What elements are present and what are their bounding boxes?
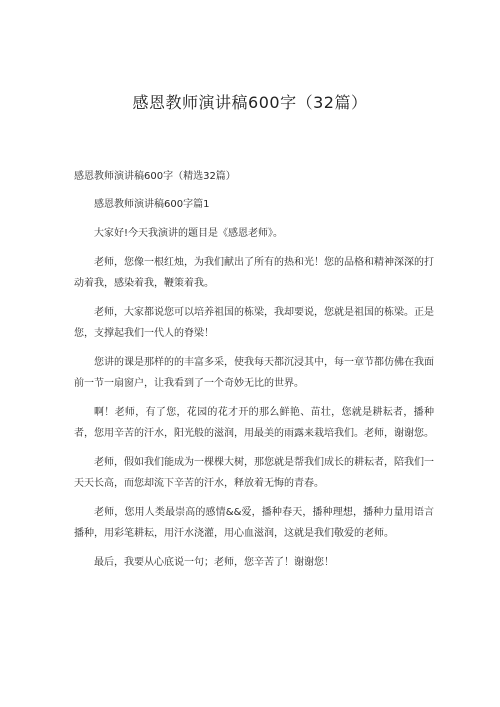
section-title: 感恩教师演讲稿600字篇1 (94, 199, 210, 210)
paragraph: 最后，我要从心底说一句；老师，您辛苦了！谢谢您！ (94, 557, 334, 568)
paragraph: 老师，您像一根红烛，为我们献出了所有的热和光！您的品格和精神深深的打动着我，感染着我，鞭策着我。 (74, 257, 434, 289)
document-body (74, 166, 434, 581)
paragraph: 大家好!今天我演讲的题目是《感恩老师》。 (94, 228, 284, 239)
document-title: 感恩教师演讲稿600字（32篇） (132, 93, 368, 112)
paragraph: 老师，您用人类最崇高的感情&&爱，播种春天，播种理想，播种力量用语言播种，用彩笔耕耘，用汗水浇灌，用心血滋润，这就是我们敬爱的老师。 (74, 507, 434, 539)
paragraph: 老师，假如我们能成为一棵棵大树，那您就是帮我们成长的耕耘者，陪我们一天天长高，而您却流下辛苦的汗水，释放着无悔的青春。 (74, 457, 434, 489)
paragraph: 您讲的课是那样的的丰富多采，使我每天都沉浸其中，每一章节都仿佛在我面前一节一扇窗户，让我看到了一个奇妙无比的世界。 (74, 357, 434, 389)
paragraph: 啊！老师，有了您，花园的花才开的那么鲜艳、苗壮，您就是耕耘者，播种者，您用辛苦的汗水，阳光般的滋润，用最美的雨露来栽培我们。老师，谢谢您。 (74, 407, 434, 439)
document-subtitle: 感恩教师演讲稿600字（精选32篇） (74, 171, 236, 182)
paragraph: 老师，大家都说您可以培养祖国的栋梁，我却要说，您就是祖国的栋梁。正是您，支撑起我们一代人的脊梁！ (74, 307, 434, 339)
